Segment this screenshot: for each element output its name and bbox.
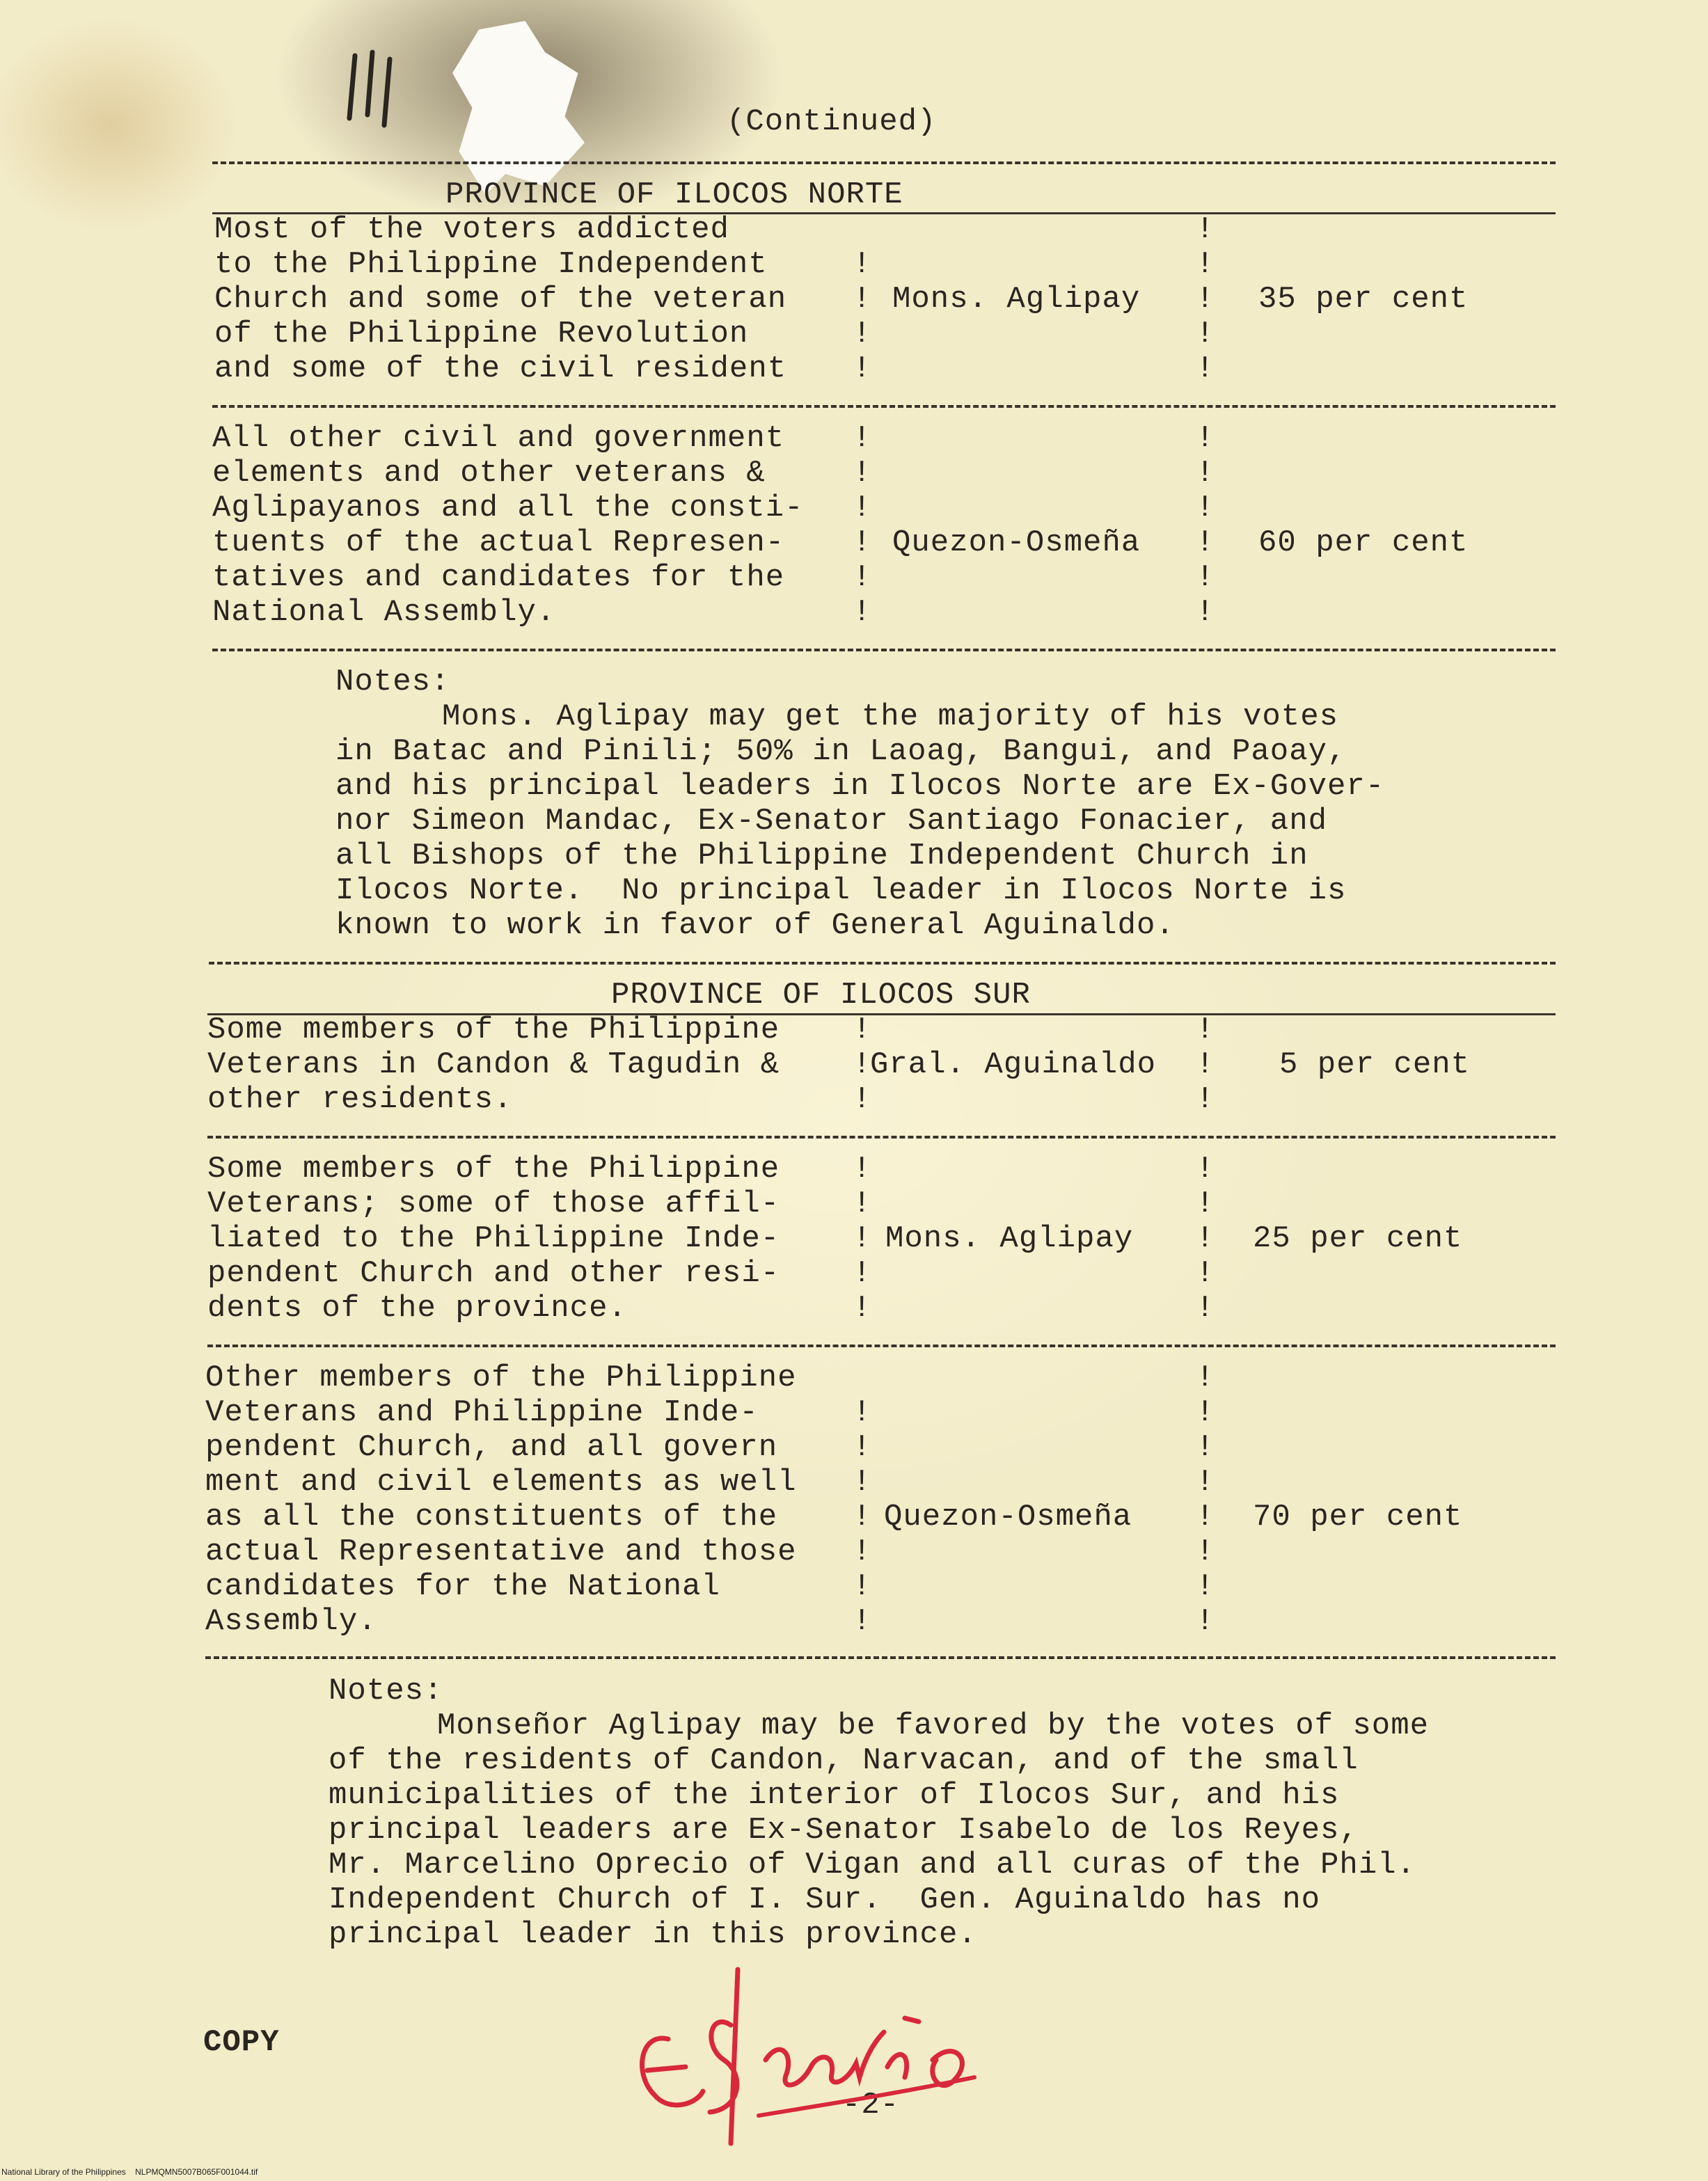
supporters-line: Some members of the Philippine: [207, 1152, 780, 1187]
supporters-line: as all the constituents of the: [205, 1500, 778, 1534]
column-separator: ! ! ! ! !: [1196, 212, 1215, 386]
supporters-line: and some of the civil resident: [214, 351, 787, 386]
supporters-line: tuents of the actual Represen-: [212, 525, 785, 560]
notes-line: Monseñor Aglipay may be favored by the votes of some: [437, 1708, 1430, 1743]
notes-line: in Batac and Pinili; 50% in Laoag, Bangui, and Paoay,: [335, 734, 1347, 769]
column-separator: ! ! ! !: [853, 247, 871, 386]
divider: [212, 161, 1556, 164]
candidate-name: Quezon-Osmeña: [892, 525, 1141, 560]
column-separator: ! ! !: [853, 1013, 871, 1117]
section-title-ilocos-sur: PROVINCE OF ILOCOS SUR: [611, 978, 1031, 1013]
vote-share: 60 per cent: [1258, 525, 1469, 560]
supporters-line: National Assembly.: [212, 595, 556, 630]
supporters-line: Aglipayanos and all the consti-: [212, 491, 804, 525]
column-separator: ! ! ! ! ! !: [1196, 421, 1215, 630]
supporters-line: Most of the voters addicted: [214, 212, 729, 247]
supporters-line: other residents.: [207, 1082, 513, 1117]
supporters-line: Church and some of the veteran: [214, 282, 787, 317]
column-separator: ! ! ! ! ! !: [853, 421, 871, 630]
vote-share: 5 per cent: [1279, 1047, 1471, 1082]
notes-line: of the residents of Candon, Narvacan, and of the small: [329, 1743, 1359, 1778]
section-title-ilocos-norte: PROVINCE OF ILOCOS NORTE: [445, 177, 903, 212]
supporters-line: tatives and candidates for the: [212, 560, 785, 595]
candidate-name: Quezon-Osmeña: [884, 1500, 1132, 1534]
supporters-line: Assembly.: [205, 1604, 377, 1639]
candidate-name: Mons. Aglipay: [885, 1221, 1134, 1256]
divider: [207, 1136, 1556, 1139]
supporters-line: All other civil and government: [212, 421, 785, 456]
page-number: -2-: [842, 2088, 900, 2123]
supporters-line: ment and civil elements as well: [205, 1465, 797, 1500]
notes-line: all Bishops of the Philippine Independent Church in: [335, 839, 1308, 873]
notes-line: principal leaders are Ex-Senator Isabelo de los Reyes,: [329, 1813, 1359, 1848]
handwritten-marks: [341, 49, 404, 132]
supporters-line: actual Representative and those: [205, 1534, 797, 1569]
supporters-line: Veterans in Candon & Tagudin &: [207, 1047, 780, 1082]
supporters-line: Veterans and Philippine Inde-: [205, 1395, 759, 1430]
archive-credit: National Library of the Philippines NLPMQMN5007B065F001044.tif: [1, 2167, 258, 2177]
supporters-line: Some members of the Philippine: [207, 1013, 780, 1047]
supporters-line: dents of the province.: [207, 1291, 627, 1326]
copy-label: COPY: [203, 2025, 280, 2060]
notes-line: Mons. Aglipay may get the majority of his votes: [442, 699, 1339, 734]
notes-line: Independent Church of I. Sur. Gen. Aguinaldo has no: [329, 1882, 1321, 1917]
supporters-line: pendent Church and other resi-: [207, 1256, 780, 1291]
vote-share: 35 per cent: [1258, 282, 1469, 317]
supporters-line: of the Philippine Revolution: [214, 317, 749, 351]
supporters-line: pendent Church, and all govern: [205, 1430, 778, 1465]
supporters-line: to the Philippine Independent: [214, 247, 768, 282]
supporters-line: candidates for the National: [205, 1569, 720, 1604]
continued-heading: (Continued): [727, 104, 937, 139]
divider: [209, 962, 1556, 965]
notes-label: Notes:: [329, 1674, 443, 1708]
notes-line: nor Simeon Mandac, Ex-Senator Santiago Fonacier, and: [335, 804, 1328, 839]
red-signature: [626, 1956, 988, 2150]
column-separator: ! ! ! ! ! ! ! !: [1196, 1361, 1215, 1639]
notes-line: known to work in favor of General Aguinaldo.: [335, 908, 1175, 943]
supporters-line: liated to the Philippine Inde-: [207, 1221, 780, 1256]
divider: [212, 649, 1556, 651]
candidate-name: Mons. Aglipay: [892, 282, 1141, 317]
divider: [205, 1656, 1556, 1659]
vote-share: 70 per cent: [1253, 1500, 1463, 1534]
vote-share: 25 per cent: [1253, 1221, 1463, 1256]
notes-line: and his principal leaders in Ilocos Norte are Ex-Gover-: [335, 769, 1385, 804]
column-separator: ! ! ! ! ! ! !: [853, 1395, 871, 1639]
notes-label: Notes:: [335, 665, 450, 699]
divider: [212, 405, 1556, 408]
candidate-name: Gral. Aguinaldo: [870, 1047, 1157, 1082]
notes-line: Ilocos Norte. No principal leader in Ilocos Norte is: [335, 873, 1347, 908]
supporters-line: Other members of the Philippine: [205, 1361, 797, 1395]
burn-hole-damage: [452, 21, 585, 195]
supporters-line: Veterans; some of those affil-: [207, 1187, 780, 1221]
column-separator: ! ! ! ! !: [853, 1152, 871, 1326]
notes-line: municipalities of the interior of Ilocos Sur, and his: [329, 1778, 1340, 1813]
notes-line: Mr. Marcelino Oprecio of Vigan and all curas of the Phil.: [329, 1848, 1416, 1882]
divider: [207, 1345, 1556, 1347]
column-separator: ! ! ! ! !: [1196, 1152, 1215, 1326]
supporters-line: elements and other veterans &: [212, 456, 766, 491]
column-separator: ! ! !: [1196, 1013, 1215, 1117]
notes-line: principal leader in this province.: [329, 1917, 977, 1952]
